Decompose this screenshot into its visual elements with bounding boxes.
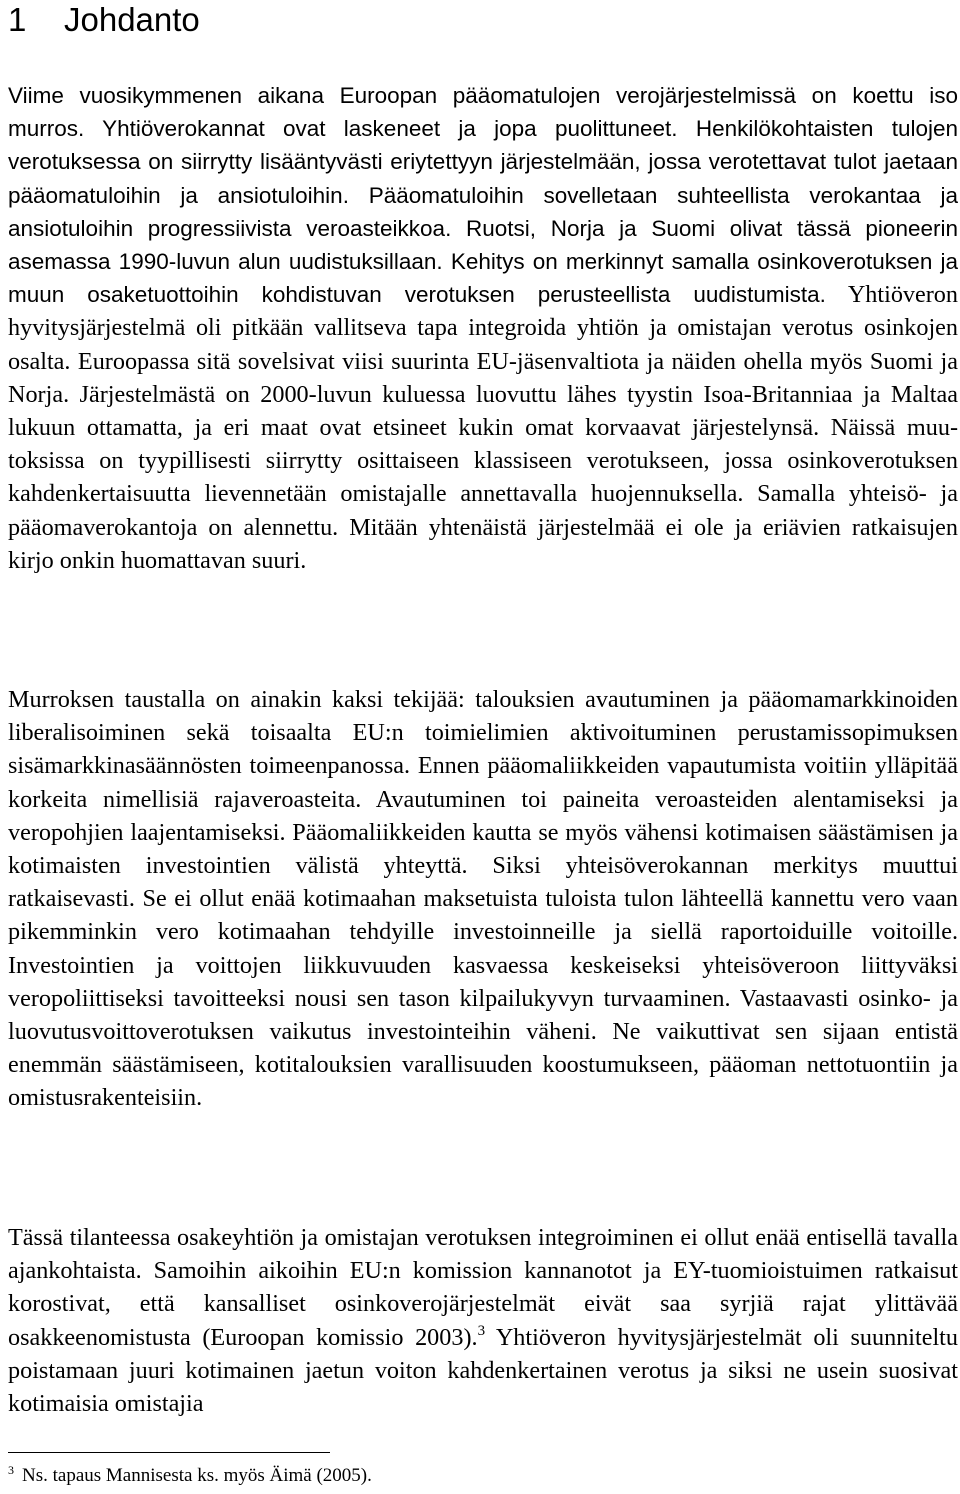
footnote [8,1464,372,1488]
paragraph-3-text-after-note: Yhtiöveron hyvitysjärjestelmät oli suunniteltu poistamaan juuri kotimainen jaetun voiton kahdenkertainen verotus ja siksi ne usein suosivat kotimaisia omistajia [8,1323,958,1418]
paragraph-3-text-before-note: Tässä tilanteessa osakeyhtiön ja omistajan verotuksen integroiminen ei ollut enää entisellä tavalla ajankohtaista. Samoihin aikoihin EU:n komission kannanotot ja EY-tuomioistuimen ratkaisut korostivat, että kansalliset osinkoverojärjestelmät eivät saa syrjiä rajat ylittävää osakkeenomistusta (Euroopan komissio 2003). [8,1224,958,1351]
paragraph-1-serif-segment: Yhtiöveron hyvitysjärjestelmä oli pitkään vallitseva tapa integroida yhtiön ja omistajan verotus osinkojen osalta. Euroopassa sitä sovelsivat viisi suurinta EU-jäsenvaltiota ja näiden ohella myös Suomi ja Norja. Järjestelmästä on 2000-luvun kuluessa luovuttu lähes tyystin Isoa-Britanniaa ja Maltaa lukuun ottamatta, ja eri maat ovat etsineet kukin omat korvaavat järjestelynsä. Näissä muutoksissa on tyypillisesti siirrytty osittaiseen klassiseen verotukseen, jossa osinkoverotuksen kahdenkertaisuutta lievennetään omistajalle annettavalla huojennuksella. Samalla yhteisö- ja pääomaverokantoja on alennettu. Mitään yhtenäistä järjestelmää ei ole ja eriävien ratkaisujen kirjo onkin huomattavan suuri. [8,281,958,574]
footnote-reference: 3 [477,1322,486,1339]
document-page [8,0,958,1486]
paragraph-1 [8,79,958,577]
chapter-heading [8,0,958,40]
footnote-marker: 3 [8,1463,14,1477]
footnote-separator [8,1452,330,1453]
chapter-number: 1 [8,1,27,38]
paragraph-3 [8,1221,958,1420]
paragraph-1-sans-segment: Viime vuosikymmenen aikana Euroopan pääomatulojen verojärjestelmissä on koettu iso murros. Yhtiöverokannat ovat laskeneet ja jopa puolittuneet. Henkilökohtaisten tulojen verotuksessa on siirrytty lisääntyvästi eriytettyyn järjestelmään, jossa verotettavat tulot jaetaan pääomatuloihin ja ansiotuloihin. Pääomatuloihin sovelletaan suhteellista verokantaa ja ansiotuloihin progressiivista veroasteikkoa. Ruotsi, Norja ja Suomi olivat tässä pioneerin asemassa 1990-luvun alun uudistuksillaan. Kehitys on merkinnyt samalla osinkoverotuksen ja muun osaketuottoihin kohdistuvan verotuksen perusteellista uudistumista. [8,83,958,308]
chapter-title: Johdanto [64,1,200,38]
paragraph-2: Murroksen taustalla on ainakin kaksi tekijää: talouksien avautuminen ja pääomamarkkinoiden liberalisoiminen sekä toisaalta EU:n toimielimien aktivoituminen perustamissopimuksen sisämarkkinasäännösten toimeenpanossa. Ennen pääomaliikkeiden vapautumista voitiin ylläpitää korkeita nimellisiä rajaveroasteita. Avautuminen toi paineita veroasteiden alentamiseksi ja veropohjien laajentamiseksi. Pääomaliikkeiden kautta se myös vähensi kotimaisen säästämisen ja kotimaisten investointien välistä yhteyttä. Siksi yhteisöverokannan merkitys muuttui ratkaisevasti. Se ei ollut enää kotimaahan maksetuista tuloista tulon lähteellä kannettu vero vaan pikemminkin vero kotimaahan tehdyille investoinneille ja siellä raportoiduille voitoille. Investointien ja voittojen liikkuvuuden kasvaessa keskeiseksi yhteisöveroon liittyväksi veropoliittiseksi tavoitteeksi nousi sen tason kilpailukyvyn turvaaminen. Vastaavasti osinko- ja luovutusvoittoverotuksen vaikutus investointeihin väheni. Ne vaikuttivat sen sijaan entistä enemmän säästämiseen, kotitalouksien varallisuuden koostumukseen, pääoman nettotuontiin ja omistusrakenteisiin. [8,686,958,1112]
footnote-text: Ns. tapaus Mannisesta ks. myös Äimä (2005). [22,1465,372,1486]
